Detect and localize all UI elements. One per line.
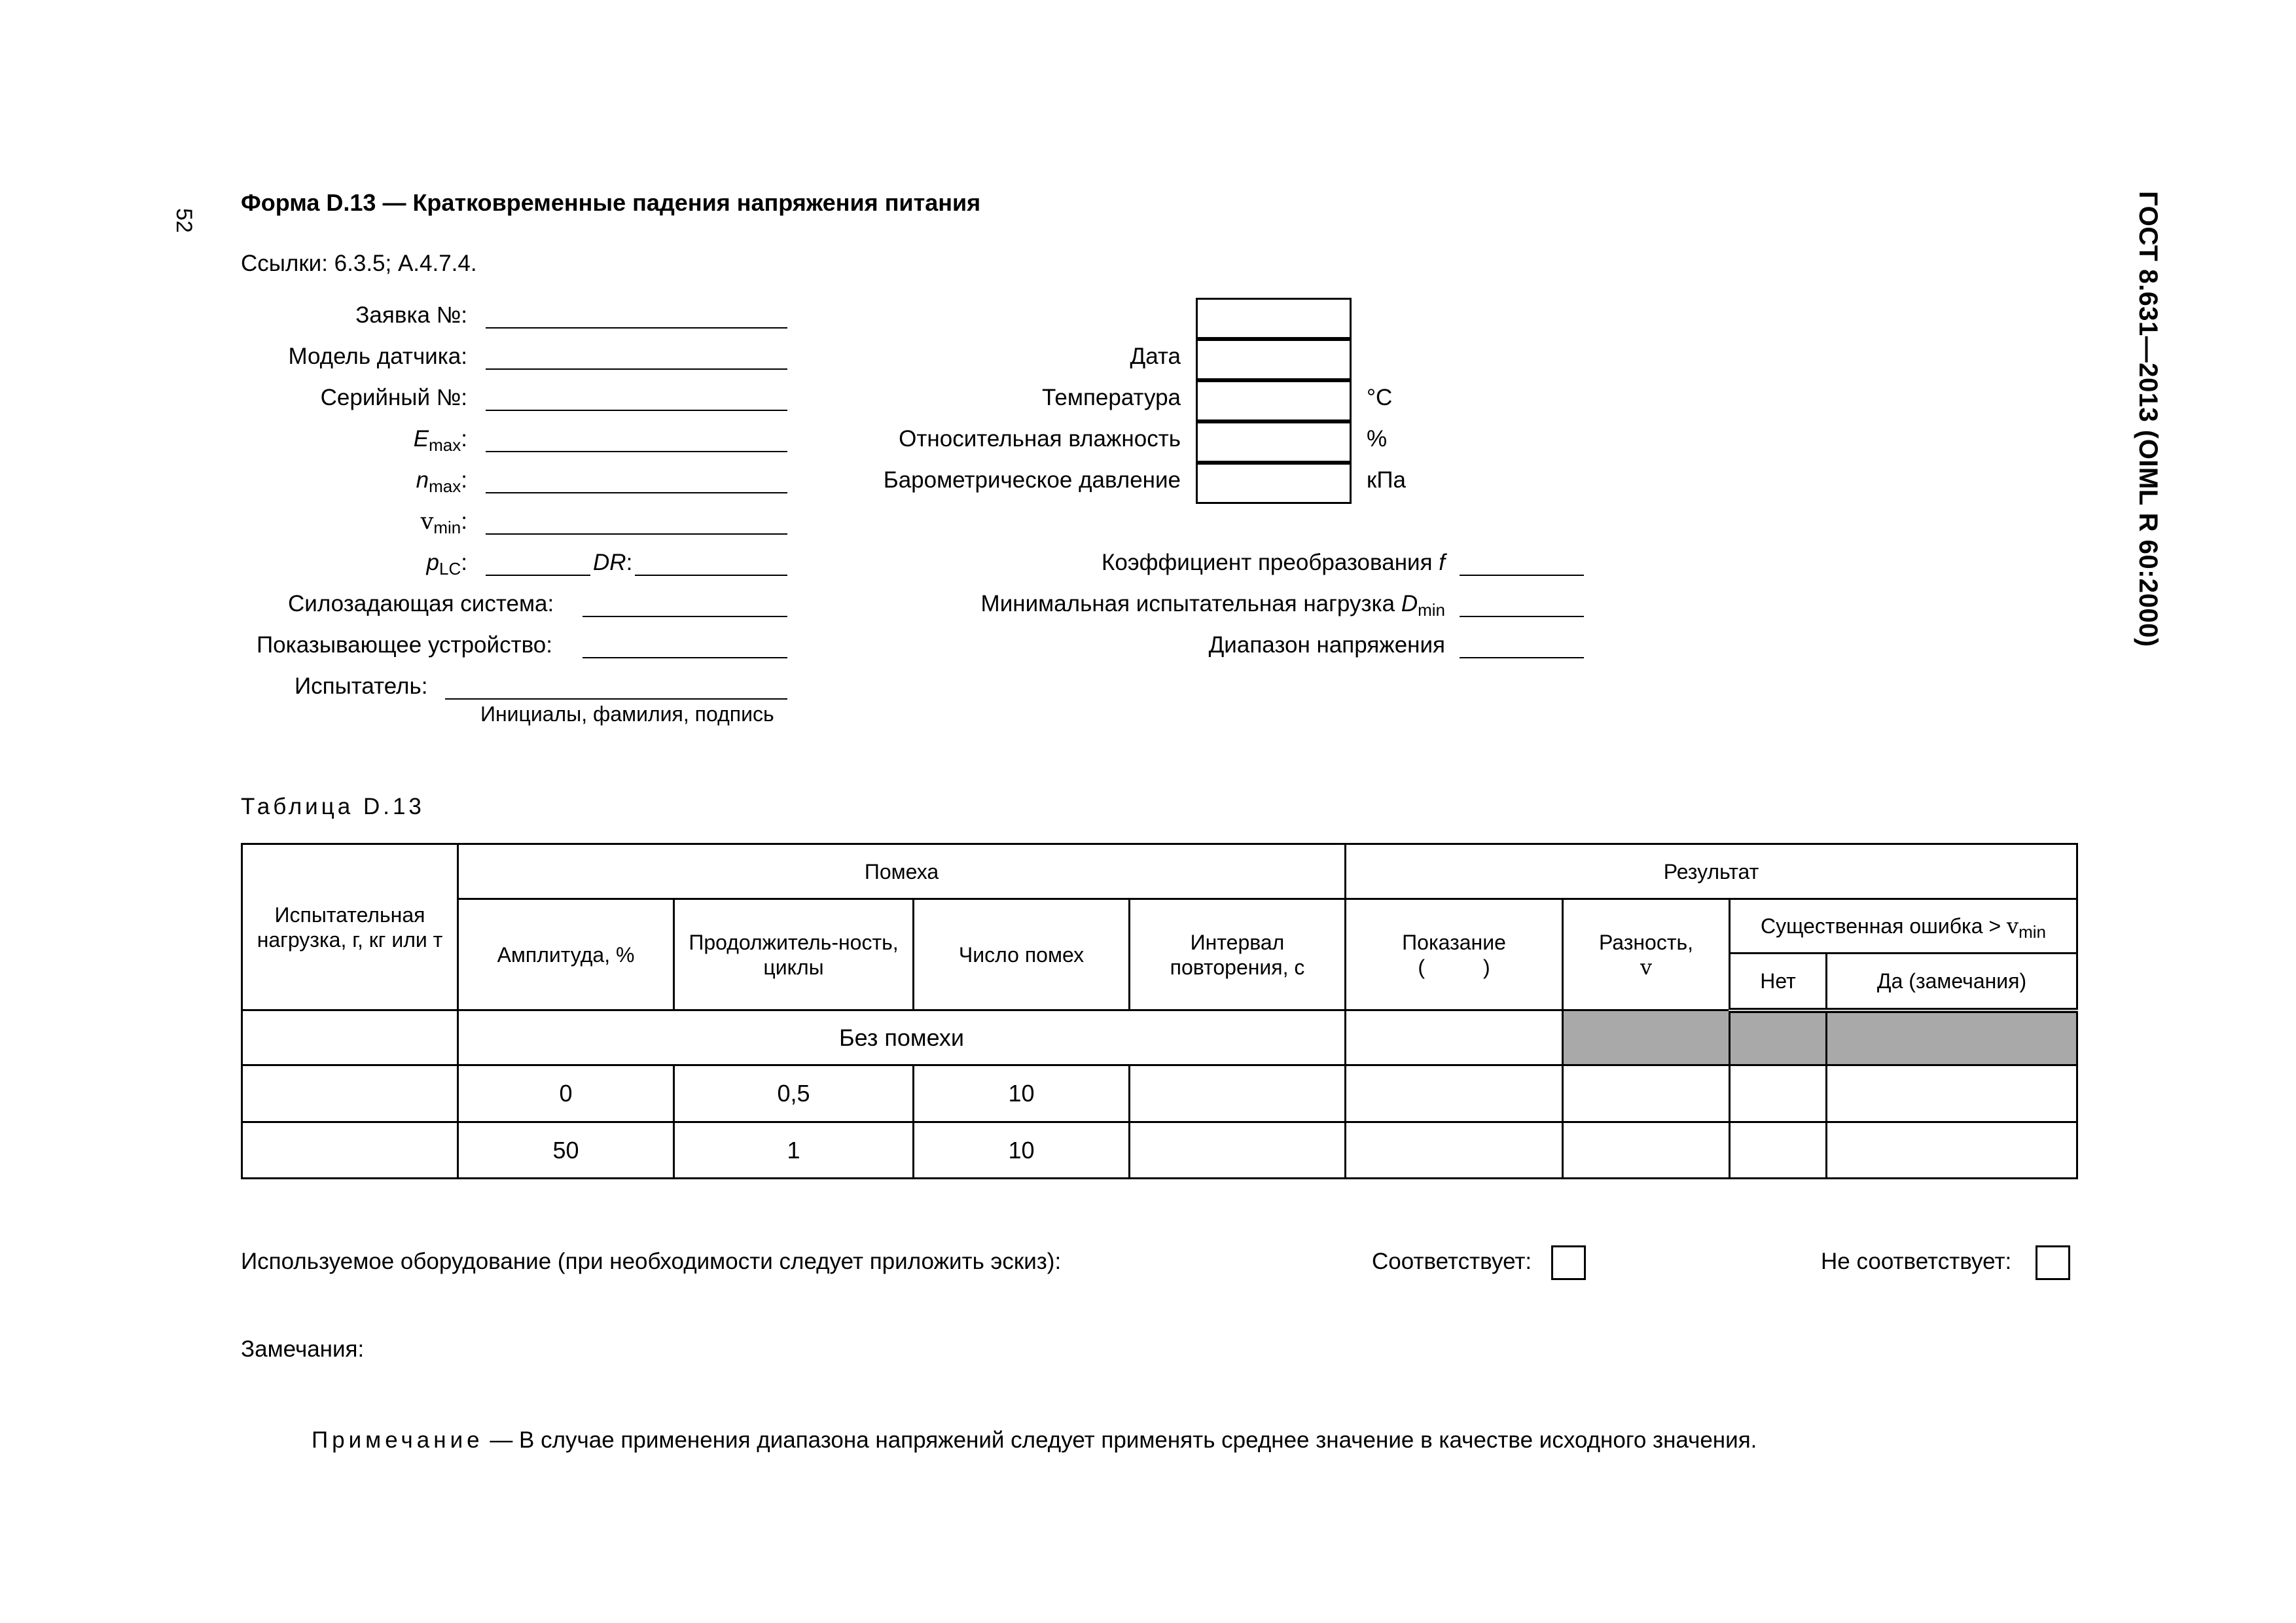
force-system-field[interactable] (583, 616, 787, 617)
tester-field[interactable] (445, 698, 787, 700)
note-label: Примечание (312, 1427, 484, 1453)
cell-amplitude: 50 (458, 1122, 674, 1179)
humidity-unit: % (1367, 426, 1388, 452)
not-complies-label: Не соответствует: (1821, 1249, 2012, 1274)
force-system-label: Силозадающая система: (288, 591, 554, 616)
header-load: Испытательная нагрузка, г, кг или т (242, 844, 458, 1010)
cell-difference-0 (1563, 1010, 1730, 1065)
serial-label: Серийный №: (320, 385, 467, 410)
indicator-field[interactable] (583, 657, 787, 658)
table-caption: Таблица D.13 (241, 794, 425, 819)
humidity-label: Относительная влажность (899, 426, 1181, 452)
application-label: Заявка №: (355, 302, 467, 328)
table-d13 (241, 843, 2078, 1179)
temperature-unit: °С (1367, 385, 1393, 410)
pressure-box[interactable] (1196, 463, 1352, 504)
humidity-box[interactable] (1196, 421, 1352, 463)
complies-checkbox[interactable] (1551, 1245, 1586, 1280)
equipment-label: Используемое оборудование (при необходимости следует приложить эскиз): (241, 1249, 1062, 1274)
conversion-field[interactable] (1460, 575, 1584, 576)
pressure-label: Барометрическое давление (883, 467, 1181, 493)
cell-count: 10 (914, 1122, 1130, 1179)
sensor-model-label: Модель датчика: (288, 344, 467, 369)
cell-duration: 1 (674, 1122, 914, 1179)
form-title: Форма D.13 — Кратковременные падения напряжения питания (241, 189, 981, 216)
dr-label: DR: (593, 550, 633, 575)
pressure-unit: кПа (1367, 467, 1406, 493)
voltage-range-field[interactable] (1460, 657, 1584, 658)
emax-label: $E_{max}$: (413, 426, 467, 455)
cell-reading-0[interactable] (1346, 1010, 1563, 1065)
cell-no-2[interactable] (1730, 1122, 1827, 1179)
header-significant: Существенная ошибка > $v_{min}$ (1730, 899, 2077, 954)
header-no: Нет (1730, 954, 1827, 1010)
complies-label: Соответствует: (1372, 1249, 1532, 1274)
cell-yes-0 (1827, 1010, 2077, 1065)
plc-label: $p_{LC}$: (426, 550, 467, 579)
cell-reading-1[interactable] (1346, 1065, 1563, 1122)
voltage-range-label: Диапазон напряжения (1208, 632, 1445, 658)
header-amplitude: Амплитуда, % (458, 899, 674, 1010)
header-yes: Да (замечания) (1827, 954, 2077, 1010)
cell-count: 10 (914, 1065, 1130, 1122)
nmax-label: $n_{max}$: (416, 467, 467, 496)
cell-reading-2[interactable] (1346, 1122, 1563, 1179)
cell-yes-2[interactable] (1827, 1122, 2077, 1179)
tester-label: Испытатель: (295, 673, 428, 699)
cell-no-1[interactable] (1730, 1065, 1827, 1122)
date-box-top[interactable] (1196, 298, 1352, 339)
page-number: 52 (171, 208, 196, 233)
not-complies-checkbox[interactable] (2036, 1245, 2070, 1280)
dr-field[interactable] (635, 575, 787, 576)
temperature-label: Температура (1042, 385, 1181, 410)
cell-load-2[interactable] (242, 1122, 458, 1179)
cell-duration: 0,5 (674, 1065, 914, 1122)
cell-difference-2[interactable] (1563, 1122, 1730, 1179)
vmin-field[interactable] (486, 533, 787, 535)
cell-amplitude: 0 (458, 1065, 674, 1122)
header-difference: Разность, v (1563, 899, 1730, 1010)
plc-field[interactable] (486, 575, 590, 576)
cell-load-1[interactable] (242, 1065, 458, 1122)
min-load-label: Минимальная испытательная нагрузка $D_{min}$ (980, 591, 1445, 620)
references: Ссылки: 6.3.5; А.4.7.4. (241, 251, 477, 276)
header-duration: Продолжитель-ность, циклы (674, 899, 914, 1010)
cell-interval-2[interactable] (1130, 1122, 1346, 1179)
no-interference: Без помехи (458, 1010, 1346, 1065)
header-interval: Интервал повторения, с (1130, 899, 1346, 1010)
cell-load-0[interactable] (242, 1010, 458, 1065)
cell-difference-1[interactable] (1563, 1065, 1730, 1122)
application-field[interactable] (486, 327, 787, 329)
date-label: Дата (1130, 344, 1181, 369)
header-result: Результат (1346, 844, 2077, 899)
temperature-box[interactable] (1196, 380, 1352, 421)
vmin-label: $v_{min}$: (420, 508, 467, 537)
min-load-field[interactable] (1460, 616, 1584, 617)
header-count: Число помех (914, 899, 1130, 1010)
cell-yes-1[interactable] (1827, 1065, 2077, 1122)
remarks-label: Замечания: (241, 1336, 365, 1362)
standard-designation: ГОСТ 8.631—2013 (OIML R 60:2000) (2134, 191, 2162, 647)
indicator-label: Показывающее устройство: (257, 632, 552, 658)
cell-interval-1[interactable] (1130, 1065, 1346, 1122)
date-box[interactable] (1196, 339, 1352, 380)
note (312, 1427, 1757, 1454)
header-reading: Показание ( ) (1346, 899, 1563, 1010)
cell-no-0 (1730, 1010, 1827, 1065)
conversion-label: Коэффициент преобразования f (1101, 550, 1445, 575)
note-text: — В случае применения диапазона напряжений следует применять среднее значение в качестве исходного значения. (490, 1427, 1757, 1453)
header-interference: Помеха (458, 844, 1346, 899)
tester-caption: Инициалы, фамилия, подпись (480, 702, 774, 726)
